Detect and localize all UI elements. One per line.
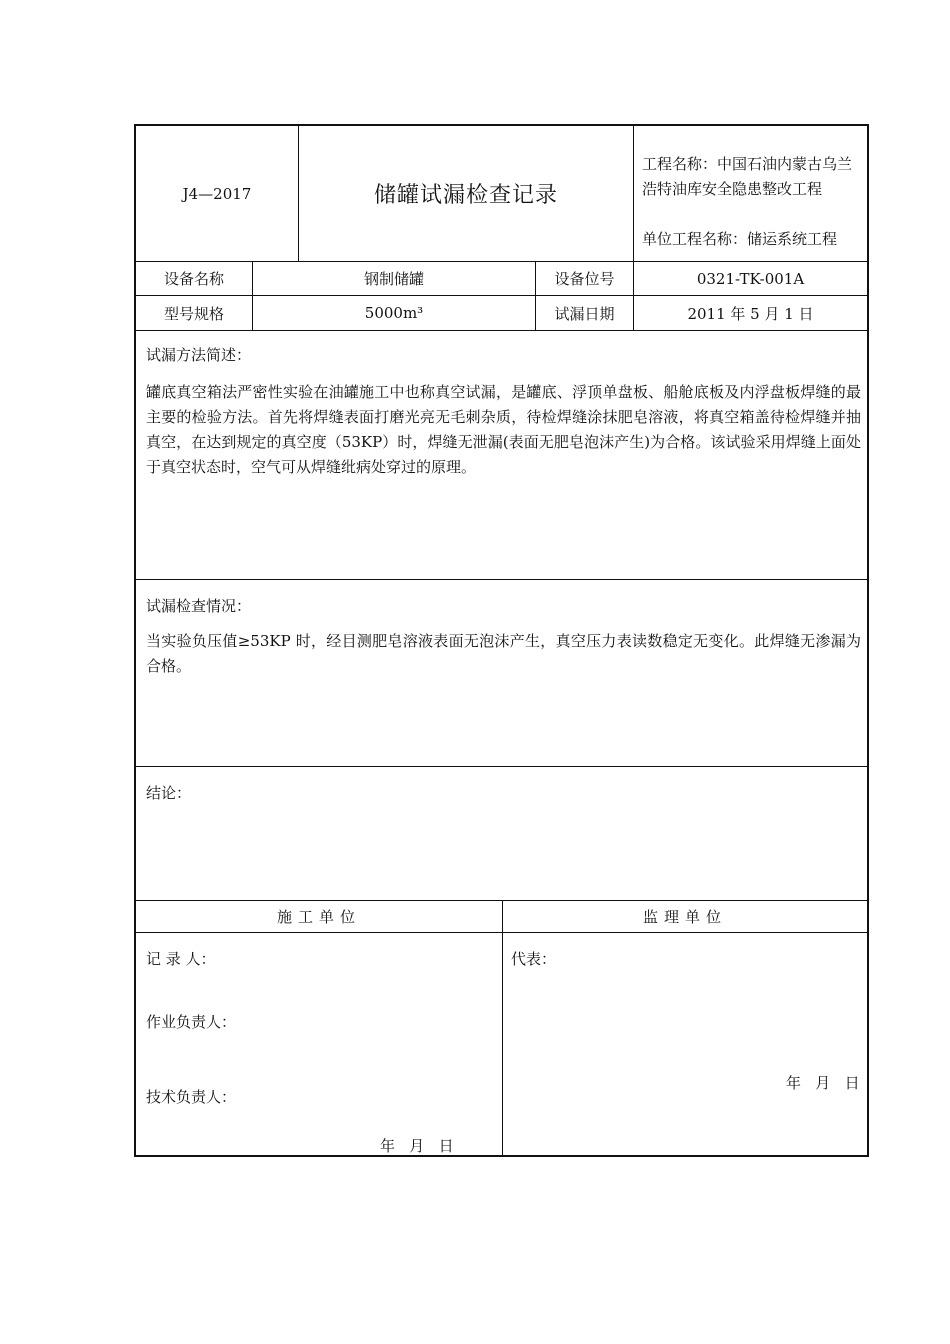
equipment-name-label: 设备名称 (163, 270, 224, 288)
test-date-label: 试漏日期 (554, 304, 615, 323)
divider (136, 330, 867, 331)
tech-leader-label: 技术负责人： (146, 1088, 237, 1106)
representative-label: 代表： (511, 950, 557, 968)
equipment-position-label: 设备位号 (554, 270, 615, 288)
divider (136, 932, 867, 933)
model-value: 5000m³ (364, 304, 424, 322)
construction-unit-label: 施工单位 (276, 908, 361, 926)
construction-date: 年 月 日 (380, 1137, 454, 1155)
divider (502, 901, 503, 1155)
inspection-record-form (134, 124, 869, 1157)
divider (136, 579, 867, 580)
project-name: 工程名称：中国石油内蒙古乌兰浩特油库安全隐患整改工程 (642, 155, 853, 198)
work-leader-label: 作业负责人： (146, 1013, 237, 1031)
model-label: 型号规格 (163, 304, 224, 323)
inspection-heading: 试漏检查情况： (146, 597, 252, 615)
inspection-body: 当实验负压值≥53KP 时，经目测肥皂溶液表面无泡沫产生，真空压力表读数稳定无变化。此焊缝无渗漏为合格。 (146, 632, 861, 675)
form-code: J4—2017 (182, 184, 252, 203)
divider (136, 766, 867, 767)
equipment-position-value: 0321-TK-001A (696, 269, 805, 288)
test-date-value: 2011 年 5 月 1 日 (687, 304, 814, 323)
supervision-unit-label: 监理单位 (642, 908, 727, 926)
supervision-date: 年 月 日 (786, 1074, 860, 1092)
unit-project-name: 单位工程名称：储运系统工程 (642, 230, 838, 248)
page-title: 储罐试漏检查记录 (373, 183, 558, 208)
recorder-label: 记 录 人： (146, 950, 216, 968)
method-body: 罐底真空箱法严密性实验在油罐施工中也称真空试漏，是罐底、浮顶单盘板、船舱底板及内浮盘板焊缝的最主要的检验方法。首先将焊缝表面打磨光亮无毛刺杂质，待检焊缝涂抹肥皂溶液，将真空箱盖待检焊缝并抽真空，在达到规定的真空度（53KP）时，焊缝无泄漏(表面无肥皂泡沫产生)为合格。该试验采用焊缝上面处于真空状态时，空气可从焊缝纰病处穿过的原理。 (146, 383, 861, 476)
divider (633, 126, 634, 261)
equipment-name-value: 钢制储罐 (363, 270, 424, 288)
method-heading: 试漏方法简述： (146, 346, 252, 364)
conclusion-heading: 结论： (146, 784, 192, 802)
